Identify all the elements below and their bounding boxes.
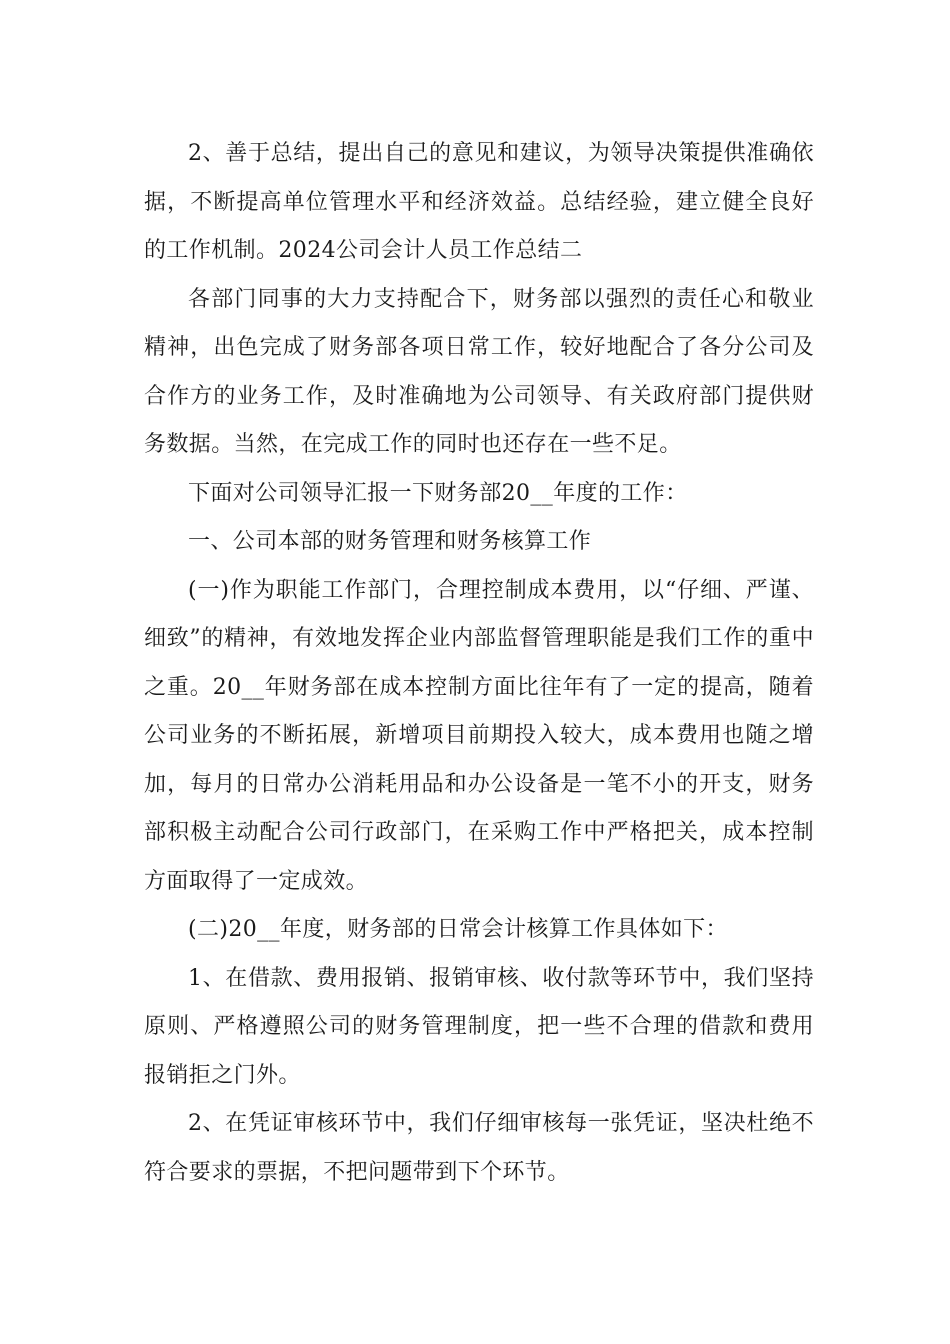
- section-heading-finance-management: 一、公司本部的财务管理和财务核算工作: [188, 529, 592, 554]
- paragraph-department-intro: 各部门同事的大力支持配合下，财务部以强烈的责任心和敬业精神，出色完成了财务部各项日常工作，较好地配合了各分公司及合作方的业务工作，及时准确地为公司领导、有关政府部门提供财务数据。当然，在完成工作的同时也还存在一些不足。: [144, 286, 814, 457]
- paragraph-item-1-reimbursement: 1、在借款、费用报销、报销审核、收付款等环节中，我们坚持原则、严格遵照公司的财务管理制度，把一些不合理的借款和费用报销拒之门外。: [144, 965, 814, 1088]
- paragraph-daily-accounting: (二)20__年度，财务部的日常会计核算工作具体如下：: [188, 917, 728, 942]
- paragraph-summary-point-2: 2、善于总结，提出自己的意见和建议，为领导决策提供准确依据，不断提高单位管理水平和经济效益。总结经验，建立健全良好的工作机制。2024公司会计人员工作总结二: [144, 141, 814, 263]
- paragraph-item-2-voucher-review: 2、在凭证审核环节中，我们仔细审核每一张凭证，坚决杜绝不符合要求的票据，不把问题带到下个环节。: [144, 1111, 814, 1185]
- paragraph-report-lead: 下面对公司领导汇报一下财务部20__年度的工作：: [188, 480, 688, 506]
- document-body: [144, 130, 814, 1197]
- paragraph-cost-control: (一)作为职能工作部门，合理控制成本费用，以“仔细、严谨、细致”的精神，有效地发挥企业内部监督管理职能是我们工作的重中之重。20__年财务部在成本控制方面比往年有了一定的提高，随着公司业务的不断拓展，新增项目前期投入较大，成本费用也随之增加，每月的日常办公消耗用品和办公设备是一笔不小的开支，财务部积极主动配合公司行政部门，在采购工作中严格把关，成本控制方面取得了一定成效。: [144, 577, 814, 894]
